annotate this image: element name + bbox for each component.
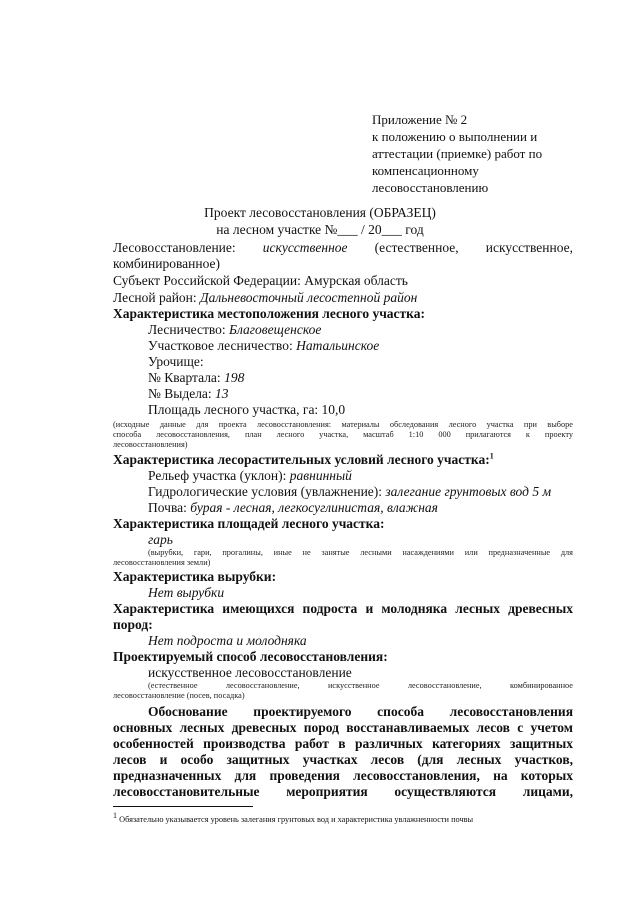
footnote-ref: 1 [489, 451, 494, 461]
quarter-value: 198 [224, 370, 245, 385]
location-note: способа лесовосстановления, план лесного участка, масштаб 1:10 000 прилагаются к проекту [113, 430, 573, 439]
reforestation-value: искусственное [262, 240, 348, 255]
tract-line: Урочище: [148, 354, 204, 369]
appendix-block [372, 111, 542, 196]
cutting-heading: Характеристика вырубки: [113, 569, 277, 584]
soil-value: бурая - лесная, легкосуглинистая, влажная [190, 500, 438, 515]
areas-value: гарь [148, 532, 173, 547]
relief-value: равнинный [289, 468, 352, 483]
appendix-text: компенсационному [372, 163, 479, 178]
method-note: (естественное лесовосстановление, искусственное лесовосстановление, комбинированное [148, 681, 573, 690]
hydro-line [148, 484, 551, 500]
quarter-label: № Квартала: [148, 370, 225, 385]
district-line [113, 290, 417, 306]
undergrowth-heading-cont: пород: [113, 617, 153, 632]
allotment-line [148, 386, 229, 402]
district-value: Дальневосточный лесостепной район [200, 290, 418, 305]
district-forestry-value: Натальинское [296, 338, 380, 353]
subject-line: Субъект Российской Федерации: Амурская область [113, 273, 408, 288]
appendix-number: Приложение № 2 [372, 112, 468, 127]
method-note: лесовосстановление (посев, посадка) [113, 691, 245, 700]
justification-text: основных лесных древесных пород восстанавливаемых лесов с учетом [113, 720, 573, 735]
relief-label: Рельеф участка (уклон): [148, 468, 290, 483]
quarter-line [148, 370, 244, 386]
cutting-value: Нет вырубки [148, 585, 225, 600]
reforestation-label: Лесовосстановление: [113, 240, 236, 255]
document-subtitle: на лесном участке №___ / 20___ год [216, 222, 424, 237]
method-heading: Проектируемый способ лесовосстановления: [113, 649, 388, 664]
soil-label: Почва: [148, 500, 191, 515]
appendix-text: аттестации (приемке) работ по [372, 146, 543, 161]
document-title: Проект лесовосстановления (ОБРАЗЕЦ) [204, 205, 436, 220]
hydro-label: Гидрологические условия (увлажнение): [148, 484, 386, 499]
footnote-mark: 1 [113, 811, 117, 821]
justification-text: особенностей производства работ в различных категориях защитных [113, 736, 573, 751]
justification-text: лесовосстановительные мероприятия осуществляются лицами, [113, 784, 573, 799]
appendix-text: лесовосстановлению [372, 180, 489, 195]
district-forestry-label: Участковое лесничество: [148, 338, 297, 353]
allotment-value: 13 [215, 386, 229, 401]
district-forestry-line [148, 338, 379, 354]
relief-line [148, 468, 352, 484]
district-label: Лесной район: [113, 290, 201, 305]
footnote-divider [113, 806, 253, 807]
allotment-label: № Выдела: [148, 386, 216, 401]
hydro-value: залегание грунтовых вод 5 м [385, 484, 552, 499]
location-note: (исходные данные для проекта лесовосстановления: материалы обследования лесного участка при выборе [113, 420, 573, 429]
justification-text: Обоснование проектируемого способа лесовосстановления [148, 704, 573, 719]
footnote [113, 811, 474, 824]
reforestation-row [113, 240, 573, 256]
justification-text: предназначенных для проведения лесовосстановления, на которых [113, 768, 573, 783]
appendix-text: к положению о выполнении и [372, 129, 538, 144]
method-value: искусственное лесовосстановление [148, 665, 352, 680]
soil-line [148, 500, 438, 516]
areas-heading: Характеристика площадей лесного участка: [113, 516, 385, 531]
location-note: лесовосстановления) [113, 440, 188, 449]
areas-note: лесовосстановления земли) [113, 558, 211, 567]
undergrowth-heading: Характеристика имеющихся подроста и молодняка лесных древесных [113, 601, 573, 616]
forestry-line [148, 322, 321, 338]
conditions-heading [113, 452, 494, 468]
areas-note: (вырубки, гари, прогалины, иные не занятые лесными насаждениями или предназначенные для [148, 548, 573, 557]
conditions-heading-text: Характеристика лесорастительных условий лесного участка: [113, 452, 490, 467]
reforestation-options-cont: комбинированное) [113, 256, 220, 271]
reforestation-options: (естественное, [374, 240, 459, 255]
location-heading: Характеристика местоположения лесного участка: [113, 306, 425, 321]
forestry-value: Благовещенское [229, 322, 322, 337]
forestry-label: Лесничество: [148, 322, 229, 337]
area-line: Площадь лесного участка, га: 10,0 [148, 402, 346, 417]
footnote-text: Обязательно указывается уровень залегания грунтовых вод и характеристика увлажненности почвы [117, 815, 474, 824]
undergrowth-value: Нет подроста и молодняка [148, 633, 307, 648]
reforestation-options: искусственное, [485, 240, 573, 255]
justification-text: лесов и особо защитных участках лесов (для лесных участков, [113, 752, 573, 767]
